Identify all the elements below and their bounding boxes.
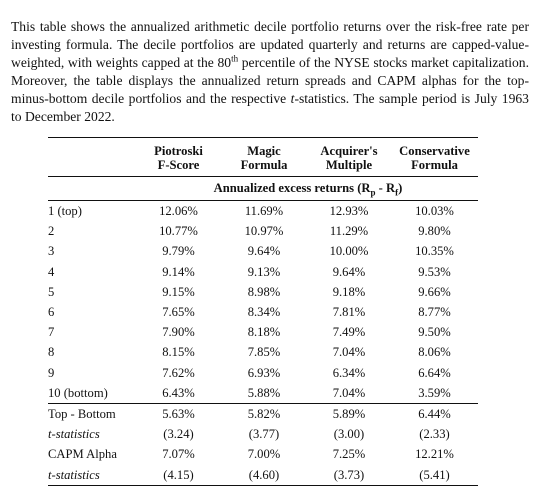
caption-text-part-3: -statistics. The sample period is July 1963 to December 2022. (11, 90, 529, 124)
row-label-header (48, 138, 136, 177)
table-cell: 7.04% (332, 345, 366, 360)
table-cell: 8.77% (418, 305, 451, 320)
caption-superscript: th (231, 53, 239, 64)
row-label: 10 (bottom) (48, 385, 108, 400)
table-cell: (3.77) (248, 427, 280, 442)
table-cell: 7.90% (162, 325, 195, 340)
table-cell: 10.77% (159, 224, 198, 239)
table-row (48, 322, 478, 342)
table-row (48, 444, 478, 464)
table-cell: 10.00% (329, 244, 369, 259)
row-label: CAPM Alpha (48, 447, 117, 462)
table-cell: 6.43% (162, 385, 195, 400)
table-row (48, 363, 478, 383)
table-cell: 7.00% (247, 447, 281, 462)
table-cell: 8.18% (247, 325, 281, 340)
caption-text-part-2: percentile of the NYSE stocks market capitalization. Moreover, the table displays the annualized return spreads and CAPM alphas for the top-minus-bottom decile portfolios and the respective (11, 54, 529, 106)
table-cell: (5.41) (391, 464, 478, 485)
table-cell: 10.35% (415, 244, 454, 259)
table-row (48, 262, 478, 282)
table-cell: 10.03% (415, 204, 454, 219)
table-cell: 5.89% (307, 403, 391, 424)
table-cell: 9.15% (162, 284, 195, 299)
table-cell: 9.53% (418, 264, 451, 279)
table-cell: (3.00) (333, 427, 365, 442)
returns-table (48, 137, 478, 486)
table-cell: 9.14% (162, 264, 195, 279)
table-cell: 12.93% (329, 204, 369, 219)
caption-italic-t: t (290, 90, 295, 106)
row-label: t-statistics (48, 464, 136, 485)
row-label: 1 (top) (48, 204, 82, 219)
table-row (48, 201, 478, 222)
column-header-conservative-formula: Conservative Formula (391, 138, 478, 177)
column-header-acquirers-multiple: Acquirer's Multiple (307, 138, 391, 177)
table-cell: 9.50% (418, 325, 451, 340)
table-cell: 10.97% (244, 224, 284, 239)
column-header-magic-formula: Magic Formula (221, 138, 307, 177)
table-cell: 9.64% (332, 264, 366, 279)
table-cell: 7.25% (332, 447, 366, 462)
table-cell: 9.79% (162, 244, 195, 259)
table-cell: (3.73) (307, 464, 391, 485)
table-cell: 5.88% (247, 385, 281, 400)
table-row (48, 221, 478, 241)
row-label: 3 (48, 244, 55, 259)
table-cell: 7.65% (162, 305, 195, 320)
table-cell: 7.04% (332, 385, 366, 400)
table-row (48, 424, 478, 444)
table-cell: 12.06% (159, 204, 198, 219)
table-row (48, 403, 478, 424)
table-cell: 5.82% (221, 403, 307, 424)
panel-header-row (48, 177, 478, 201)
table-row (48, 464, 478, 485)
table-cell: 7.62% (162, 365, 195, 380)
table-cell: 7.49% (332, 325, 366, 340)
panel-title: Annualized excess returns $(R_p - R_f)$ (48, 177, 478, 201)
row-label: 5 (48, 284, 55, 299)
column-header-row (48, 138, 478, 177)
row-label: 8 (48, 345, 55, 360)
table-cell: 5.63% (136, 403, 221, 424)
table-caption (11, 18, 529, 126)
table-cell: 8.34% (247, 305, 281, 320)
row-label: t-statistics (48, 427, 100, 442)
table-cell: 8.98% (247, 284, 281, 299)
table-cell: (2.33) (419, 427, 450, 442)
table-row (48, 302, 478, 322)
caption-text-part-1: This table shows the annualized arithmetic decile portfolio returns over the risk-free rate per investing formula. The decile portfolios are updated quarterly and returns are capped-value-weighted, with weights capped at the 80 (11, 18, 529, 70)
table-cell: 12.21% (415, 447, 454, 462)
table-cell: 6.34% (332, 365, 366, 380)
table-cell: 7.85% (247, 345, 281, 360)
row-label: 2 (48, 224, 55, 239)
table-cell: 9.18% (332, 284, 366, 299)
table-cell: 6.44% (391, 403, 478, 424)
table-cell: 9.80% (418, 224, 451, 239)
table-row (48, 383, 478, 404)
table-cell: (4.15) (136, 464, 221, 485)
table-cell: (4.60) (221, 464, 307, 485)
table-cell: 9.64% (247, 244, 281, 259)
table-cell: 3.59% (418, 385, 451, 400)
row-label: Top - Bottom (48, 403, 136, 424)
row-label: 9 (48, 365, 55, 380)
table-cell: 9.66% (418, 284, 451, 299)
table-cell: 8.06% (418, 345, 451, 360)
table-cell: (3.24) (163, 427, 194, 442)
table-cell: 8.15% (162, 345, 195, 360)
table-row (48, 241, 478, 261)
table-cell: 6.64% (418, 365, 451, 380)
table-cell: 7.81% (332, 305, 366, 320)
table-cell: 6.93% (247, 365, 281, 380)
table-cell: 7.07% (162, 447, 195, 462)
column-header-piotroski: Piotroski F-Score (136, 138, 221, 177)
row-label: 7 (48, 325, 55, 340)
table-row (48, 342, 478, 362)
table-cell: 11.69% (244, 204, 284, 219)
table-row (48, 282, 478, 302)
table-cell: 11.29% (329, 224, 369, 239)
row-label: 6 (48, 305, 55, 320)
table-cell: 9.13% (247, 264, 281, 279)
row-label: 4 (48, 264, 55, 279)
